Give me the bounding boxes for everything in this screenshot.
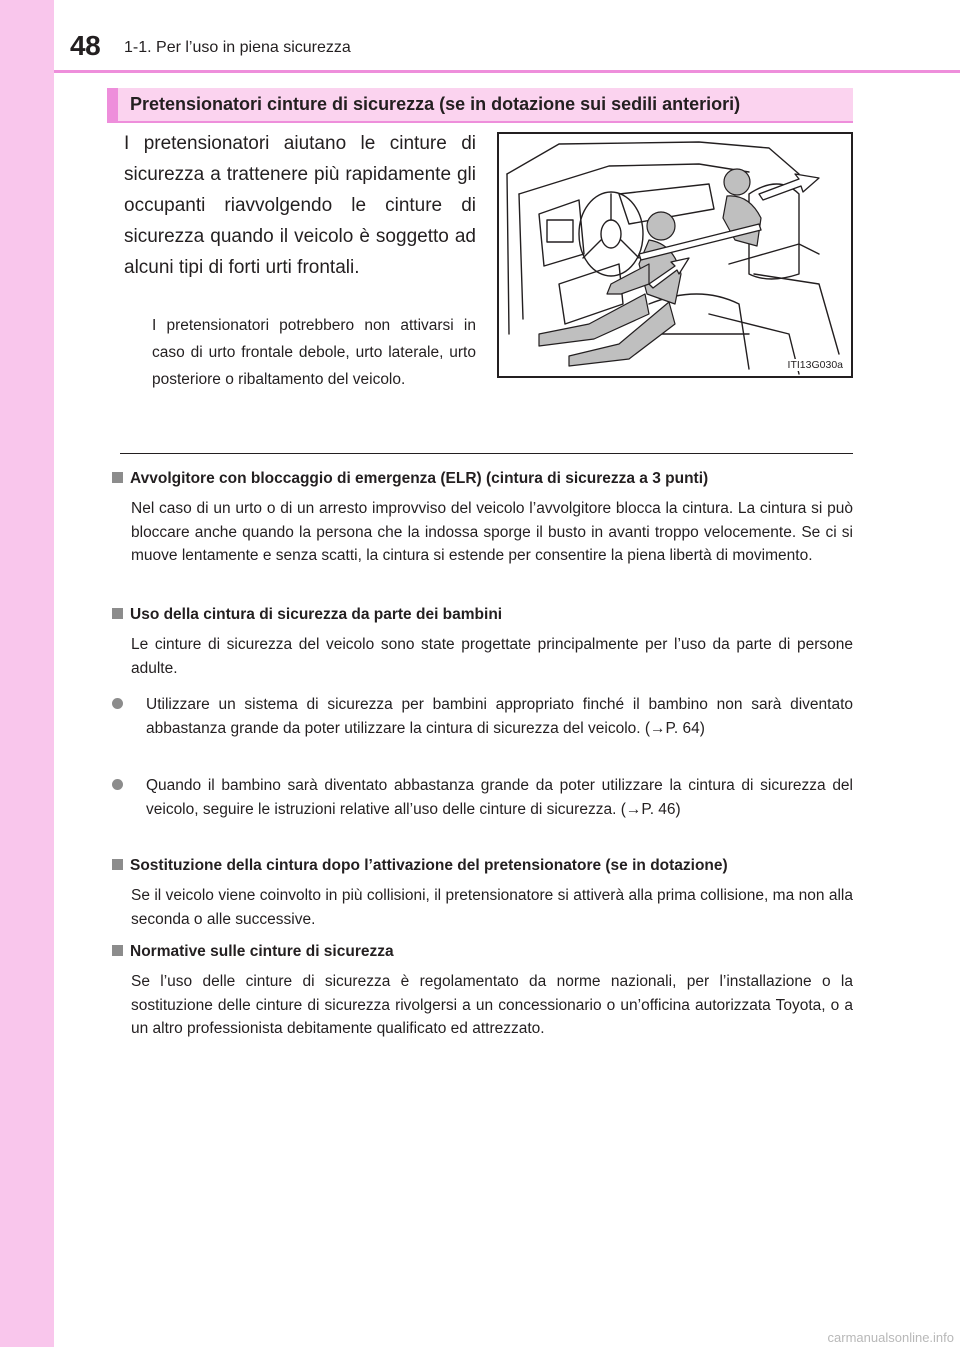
round-bullet-icon [112,698,123,709]
intro-note: I pretensionatori potrebbero non attivarsi in caso di urto frontale debole, urto laterale, urto posteriore o ribaltamento del veicolo. [152,317,476,388]
paragraph-rules: Se l’uso delle cinture di sicurezza è regolamentato da norme nazionali, per l’installazione o la sostituzione delle cinture di sicurezza rivolgersi a un concessionario o un’officina autorizzata Toyota, o a un altro professionista debitamente qualificato ed attrezzato. [131,973,853,1037]
intro-text: I pretensionatori aiutano le cinture di sicurezza a trattenere più rapidamente gli occupanti riavvolgendo le cinture di sicurezza quando il veicolo è soggetto ad alcuni tipi di forti urti frontali. [124,133,476,278]
square-bullet-icon [112,945,123,956]
bullet-child-seat: Utilizzare un sistema di sicurezza per bambini appropriato finché il bambino non sarà diventato abbastanza grande da poter utilizzare la cintura di sicurezza del veicolo. (→P. 64) [146,696,853,737]
square-bullet-icon [112,472,123,483]
car-interior-drawing [499,134,851,376]
bullet-adult-belt: Quando il bambino sarà diventato abbastanza grande da poter utilizzare la cintura di sicurezza del veicolo, seguire le istruzioni relative all’uso delle cinture di sicurezza. (→P. 46) [146,777,853,818]
bullet-item [112,693,853,740]
round-bullet-icon [112,779,123,790]
paragraph-replacement: Se il veicolo viene coinvolto in più collisioni, il pretensionatore si attiverà alla prima collisione, ma non alla seconda o alle successive. [131,887,853,928]
section-divider [120,453,853,454]
heading-elr-text: Avvolgitore con bloccaggio di emergenza (ELR) (cintura di sicurezza a 3 punti) [130,470,709,487]
paragraph-children: Le cinture di sicurezza del veicolo sono state progettate principalmente per l’uso da parte di persone adulte. [131,636,853,677]
square-bullet-icon [112,859,123,870]
chapter-header: 1-1. Per l’uso in piena sicurezza [124,39,351,56]
section-title-rule [107,121,853,123]
page-number: 48 [70,30,101,61]
heading-rules [112,943,872,961]
side-color-strip [0,0,54,1347]
heading-children [112,606,872,624]
figure-code: ITI13G030a [787,359,843,371]
header-rule [54,70,960,73]
heading-replacement-text: Sostituzione della cintura dopo l’attivazione del pretensionatore (se in dotazione) [130,857,728,874]
heading-replacement [112,857,872,875]
square-bullet-icon [112,608,123,619]
bullet-item [112,774,853,821]
section-title: Pretensionatori cinture di sicurezza (se in dotazione sui sedili anteriori) [130,94,741,114]
heading-elr [112,470,872,488]
heading-rules-text: Normative sulle cinture di sicurezza [130,943,394,960]
section-title-bar [107,88,853,121]
watermark: carmanualsonline.info [827,1330,954,1345]
pretensioner-illustration [497,132,853,378]
paragraph-elr: Nel caso di un urto o di un arresto improvviso del veicolo l’avvolgitore blocca la cintura. La cintura si può bloccare anche quando la persona che la indossa sporge il busto in avanti troppo velocemente. Se ci si muove lentamente e senza scatti, la cintura si estende per consentire la piena libertà di movimento. [131,500,853,564]
heading-children-text: Uso della cintura di sicurezza da parte dei bambini [130,606,503,623]
